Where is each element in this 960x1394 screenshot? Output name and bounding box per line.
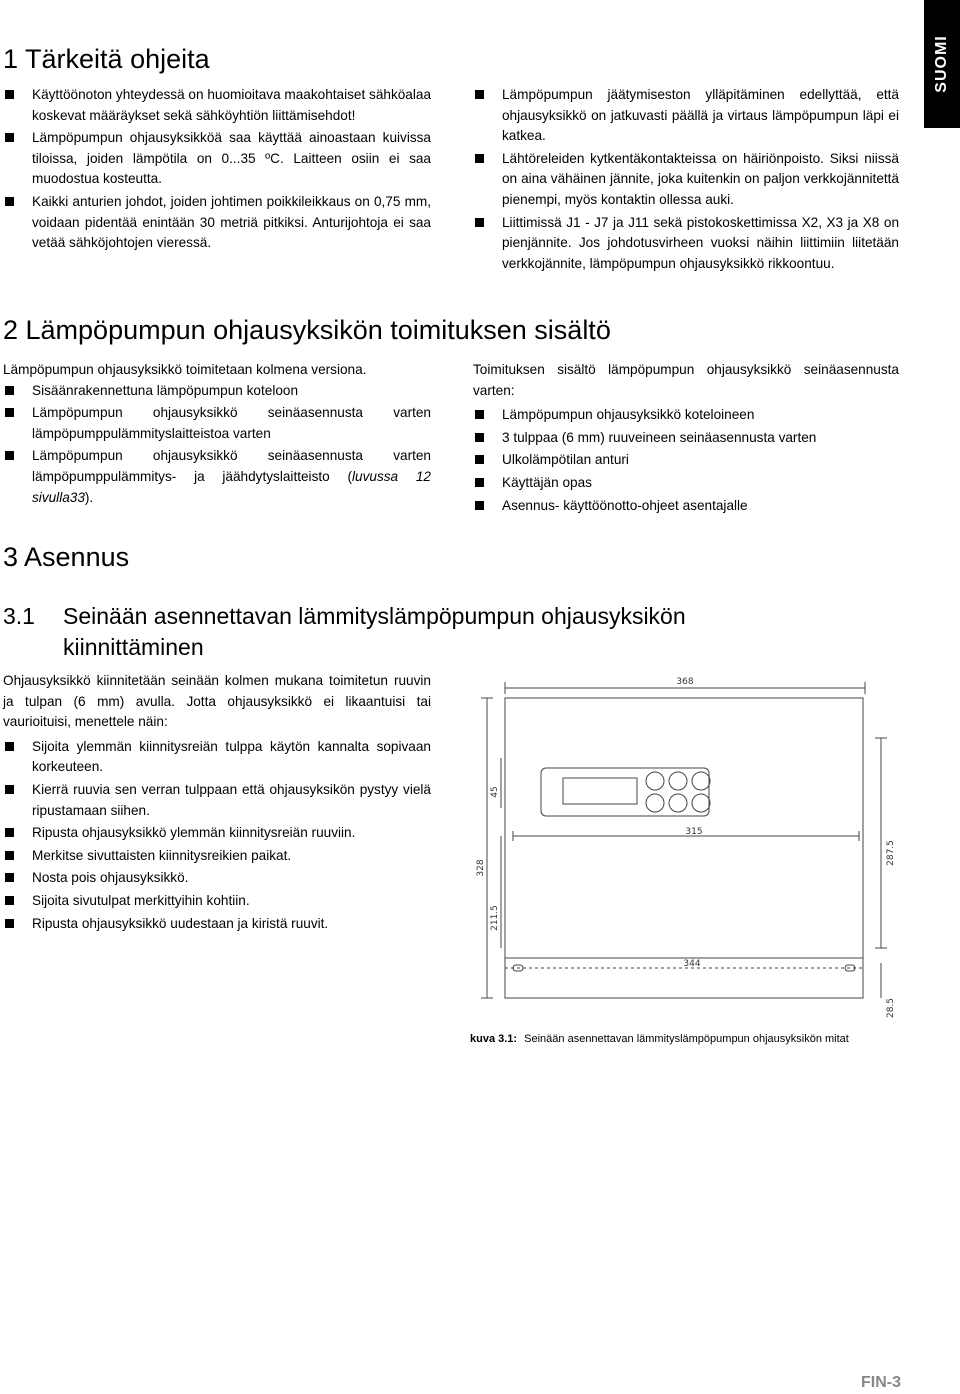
- figure-caption-text: Seinään asennettavan lämmityslämpöpumpun ohjausyksikön mitat: [524, 1033, 849, 1045]
- section3-1-title-line2: kiinnittäminen: [63, 634, 204, 660]
- list-item: Lämpöpumpun jäätymiseston ylläpitäminen edellyttää, että ohjausyksikkö on jatkuvasti päällä ja virtaus lämpöpumpun läpi ei katkea.: [473, 85, 899, 147]
- list-item: [3, 446, 431, 508]
- list-item: 3 tulppaa (6 mm) ruuveineen seinäasennusta varten: [473, 428, 899, 449]
- step-item: Merkitse sivuttaisten kiinnitysreikien paikat.: [3, 846, 431, 867]
- section3-1-number: 3.1: [3, 603, 35, 629]
- list-item: Lämpöpumpun ohjausyksikkö seinäasennusta varten lämpöpumppulämmityslaitteistoa varten: [3, 403, 431, 444]
- step-item: Sijoita ylemmän kiinnitysreiän tulppa käytön kannalta sopivaan korkeuteen.: [3, 737, 431, 778]
- list-item: Lämpöpumpun ohjausyksikköä saa käyttää ainoastaan kuivissa tiloissa, joiden lämpötila on 0...35 ºC. Laitteen osiin ei saa muodostua kosteutta.: [3, 128, 431, 190]
- step-item: Ripusta ohjausyksikkö ylemmän kiinnitysreiän ruuviin.: [3, 823, 431, 844]
- section1-left-list: [3, 85, 431, 254]
- section1-heading: 1 Tärkeitä ohjeita: [3, 44, 210, 74]
- dimension-lower: 211.5: [490, 905, 500, 931]
- section1-right-list: [473, 85, 899, 274]
- step-item: Ripusta ohjausyksikkö uudestaan ja kiristä ruuvit.: [3, 914, 431, 935]
- section2-left-column: [3, 360, 431, 510]
- figure-caption: [470, 1033, 849, 1045]
- dimension-width: 368: [676, 677, 694, 687]
- section3-intro: Ohjausyksikkö kiinnitetään seinään kolmen mukana toimitetun ruuvin ja tulpan (6 mm) avulla. Jotta ohjausyksikkö ei likaantuisi tai vaurioituisi, menettele näin:: [3, 673, 431, 730]
- section2-heading: 2 Lämpöpumpun ohjausyksikön toimituksen sisältö: [3, 315, 611, 345]
- dimension-bottom-right: 28.5: [886, 997, 896, 1019]
- list-item: Kaikki anturien johdot, joiden johtimen poikkileikkaus on 0,75 mm, voidaan pidentää enintään 30 metriä pitkiksi. Anturijohtoja ei saa vetää sähköjohtojen vieressä.: [3, 192, 431, 254]
- section1-right-column: [473, 85, 899, 276]
- list-item-end: ).: [84, 489, 94, 505]
- list-item: Lähtöreleiden kytkentäkontakteissa on häiriönpoisto. Siksi niissä on aina vähäinen jännite, joka kuitenkin on paljon verkkojännitettä pienempi, myös kontaktin ollessa auki.: [473, 149, 899, 211]
- list-item: Käyttöönoton yhteydessä on huomioitava maakohtaiset sähköalaa koskevat määräykset sekä sähköyhtiön liittämisehdot!: [3, 85, 431, 126]
- list-item: Käyttäjän opas: [473, 473, 899, 494]
- step-item: Kierrä ruuvia sen verran tulppaan että ohjausyksikön pystyy vielä ripustamaan siihen.: [3, 780, 431, 821]
- section2-right-intro: Toimituksen sisältö lämpöpumpun ohjausyksikkö seinäasennusta varten:: [473, 362, 899, 398]
- dimension-inner: 315: [685, 827, 703, 837]
- section3-1-title-line1: Seinään asennettavan lämmityslämpöpumpun ohjausyksikön: [63, 603, 686, 629]
- figure-caption-label: kuva 3.1:: [470, 1033, 518, 1045]
- list-item: Asennus- käyttöönotto-ohjeet asentajalle: [473, 496, 899, 517]
- list-item: Lämpöpumpun ohjausyksikkö koteloineen: [473, 405, 899, 426]
- dimension-offset: 45: [490, 786, 500, 798]
- step-item: Nosta pois ohjausyksikkö.: [3, 868, 431, 889]
- chapter-reference: luvussa 12 sivulla33: [32, 468, 431, 505]
- step-item: Sijoita sivutulpat merkittyihin kohtiin.: [3, 891, 431, 912]
- list-item-text: Lämpöpumpun ohjausyksikkö seinäasennusta varten lämpöpumppulämmitys- ja jäähdytyslaitteisto (: [32, 448, 431, 484]
- dimension-right: 287.5: [886, 840, 896, 866]
- dimension-drawing: [465, 668, 905, 1028]
- section2-left-intro: Lämpöpumpun ohjausyksikkö toimitetaan kolmena versiona.: [3, 362, 367, 377]
- section3-1-title: [63, 601, 883, 663]
- language-tab: [924, 0, 960, 128]
- section2-left-list: [3, 381, 431, 509]
- section1-left-column: [3, 85, 431, 256]
- list-item: Liittimissä J1 - J7 ja J11 sekä pistokoskettimissa X2, X3 ja X8 on pienjännite. Jos johdotusvirheen vuoksi näihin liittimiin liitetään verkkojännite, lämpöpumpun ohjausyksikkö rikkoontuu.: [473, 213, 899, 275]
- section3-left-column: [3, 671, 431, 936]
- page-number: FIN-3: [861, 1374, 901, 1391]
- dimension-bottom: 344: [683, 959, 701, 969]
- dimension-height: 328: [476, 859, 486, 877]
- section3-steps: [3, 737, 431, 934]
- section2-right-column: [473, 360, 899, 518]
- list-item: Ulkolämpötilan anturi: [473, 450, 899, 471]
- section3-heading: 3 Asennus: [3, 542, 130, 572]
- list-item: Sisäänrakennettuna lämpöpumpun koteloon: [3, 381, 431, 402]
- section2-right-list: [473, 405, 899, 516]
- language-tab-label: SUOMI: [933, 35, 950, 93]
